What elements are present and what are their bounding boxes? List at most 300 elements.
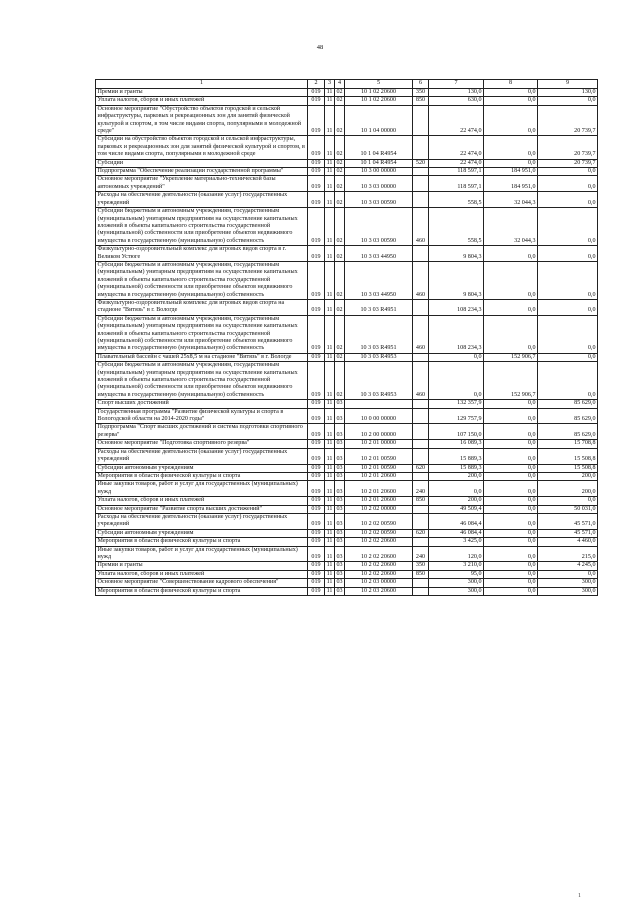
- row-name: Субсидии бюджетным и автономным учреждениям, государственным (муниципальным) унитарным предприятиям на осуществление капитальных вложений в объекты капитального строительства государственной (муниципальной) собственности или приобретение объектов недвижимого имущества в государственную (муниципальную) собственность: [96, 208, 308, 246]
- row-value-col7: 300,0: [429, 579, 484, 587]
- row-target-article: 10 2 03 20600: [345, 587, 413, 595]
- row-grbs: 019: [308, 529, 325, 537]
- row-name: Субсидии бюджетным и автономным учреждениям, государственным (муниципальным) унитарным предприятиям на осуществление капитальных вложений в объекты капитального строительства государственной (муниципальной) собственности или приобретение объектов недвижимого имущества в государственную (муниципальную) собственность: [96, 362, 308, 400]
- row-value-col7: 200,0: [429, 497, 484, 505]
- row-subsection: 03: [336, 400, 343, 407]
- row-grbs: 019: [308, 497, 325, 505]
- row-name: Мероприятия в области физической культуры и спорта: [96, 472, 308, 480]
- row-value-col8: 0,0: [484, 587, 538, 595]
- row-grbs: 019: [308, 408, 325, 424]
- table-row: [96, 353, 598, 361]
- row-target-article: 10 3 03 R4953: [345, 353, 413, 361]
- row-value-col7: 558,5: [429, 208, 484, 246]
- row-name: Плавательный бассейн с чашей 25х8,5 м на стадионе "Витязь" в г. Вологде: [96, 353, 308, 361]
- row-value-col8: 0,0: [484, 261, 538, 299]
- row-grbs: 019: [308, 208, 325, 246]
- row-grbs: 019: [308, 424, 325, 440]
- table-row: [96, 497, 598, 505]
- row-target-article: 10 1 04 00000: [345, 105, 413, 136]
- row-value-col8: 184 951,0: [484, 168, 538, 176]
- row-expense-type: [413, 192, 429, 208]
- row-value-col9: 300,0: [538, 587, 598, 595]
- row-grbs: 019: [308, 505, 325, 513]
- table-row: [96, 424, 598, 440]
- row-subsection: 03: [335, 546, 345, 562]
- row-subsection: 03: [336, 529, 343, 536]
- table-row: [96, 315, 598, 353]
- row-value-col7: 630,0: [429, 97, 484, 105]
- table-row: [96, 538, 598, 546]
- column-header: 3: [325, 80, 335, 89]
- row-grbs: 019: [308, 89, 325, 97]
- row-value-col7: 129 757,9: [429, 408, 484, 424]
- row-value-col9: 50 031,0: [538, 505, 598, 513]
- row-name: Иные закупки товаров, работ и услуг для государственных (муниципальных) нужд: [96, 481, 308, 497]
- row-grbs: 019: [308, 105, 325, 136]
- row-expense-type: [413, 472, 429, 480]
- row-expense-type: [413, 408, 429, 424]
- row-value-col8: 0,0: [484, 424, 538, 440]
- table-row: [96, 97, 598, 105]
- row-target-article: 10 2 02 20600: [345, 538, 413, 546]
- row-value-col7: 22 474,0: [429, 105, 484, 136]
- row-section: 11: [325, 400, 335, 408]
- row-value-col7: 49 509,4: [429, 505, 484, 513]
- row-name: Субсидии автономным учреждениям: [96, 529, 308, 537]
- row-target-article: [345, 400, 413, 408]
- row-target-article: 10 2 02 00590: [345, 513, 413, 529]
- row-section: 11: [325, 464, 335, 472]
- row-expense-type: 350: [413, 562, 429, 570]
- table-row: [96, 448, 598, 464]
- table-row: [96, 546, 598, 562]
- row-target-article: 10 3 03 00000: [345, 176, 413, 192]
- row-value-col9: 85 629,0: [538, 424, 598, 440]
- row-value-col8: 0,0: [484, 529, 538, 537]
- table-row: [96, 408, 598, 424]
- table-row: [96, 464, 598, 472]
- row-section: 11: [325, 424, 335, 440]
- row-expense-type: [413, 538, 429, 546]
- row-value-col9: 0,0: [538, 168, 598, 176]
- row-value-col8: 0,0: [484, 448, 538, 464]
- row-section: 11: [325, 497, 335, 505]
- row-section: 11: [325, 513, 335, 529]
- row-value-col9: 45 571,0: [538, 529, 598, 537]
- column-header: 1: [96, 80, 308, 89]
- row-value-col9: 15 508,8: [538, 448, 598, 464]
- row-expense-type: 850: [413, 497, 429, 505]
- row-section: 11: [325, 529, 335, 537]
- row-value-col7: 558,5: [429, 192, 484, 208]
- row-expense-type: [413, 168, 429, 176]
- row-subsection: 02: [336, 89, 343, 95]
- row-value-col7: 107 150,0: [429, 424, 484, 440]
- table-row: [96, 136, 598, 159]
- row-name: Физкультурно-оздоровительный комплекс для игровых видов спорта в г. Великом Устюге: [96, 246, 308, 262]
- row-value-col7: 118 597,1: [429, 168, 484, 176]
- row-value-col7: 108 234,3: [429, 299, 484, 315]
- row-subsection: 03: [336, 570, 343, 577]
- row-name: Основное мероприятие "Подготовка спортивного резерва": [96, 440, 308, 448]
- row-value-col7: 95,0: [429, 570, 484, 578]
- row-name: Премии и гранты: [96, 89, 308, 97]
- row-value-col8: 0,0: [484, 481, 538, 497]
- row-value-col7: 0,0: [429, 362, 484, 400]
- row-value-col8: 0,0: [484, 89, 538, 97]
- row-grbs: 019: [308, 579, 325, 587]
- row-value-col8: 0,0: [484, 570, 538, 578]
- row-subsection: 02: [335, 192, 345, 208]
- row-section: 11: [325, 208, 335, 246]
- row-target-article: 10 2 02 00000: [345, 505, 413, 513]
- row-value-col8: 0,0: [484, 505, 538, 513]
- table-row: [96, 440, 598, 448]
- row-grbs: 019: [308, 546, 325, 562]
- row-subsection: 03: [336, 587, 343, 594]
- row-section: 11: [325, 299, 335, 315]
- row-target-article: 10 3 03 00590: [345, 192, 413, 208]
- row-value-col9: 0,0: [538, 353, 598, 361]
- row-value-col7: 3 210,0: [429, 562, 484, 570]
- row-value-col7: 3 425,0: [429, 538, 484, 546]
- row-value-col7: 15 889,3: [429, 448, 484, 464]
- row-value-col9: 15 708,8: [538, 440, 598, 448]
- row-expense-type: [413, 353, 429, 361]
- row-value-col7: 120,0: [429, 546, 484, 562]
- row-target-article: 10 2 01 20600: [345, 472, 413, 480]
- row-subsection: 03: [335, 448, 345, 464]
- table-row: [96, 208, 598, 246]
- row-value-col9: 4 245,0: [538, 562, 598, 570]
- table-body: [96, 89, 598, 596]
- row-name: Субсидии: [96, 159, 308, 167]
- row-value-col7: 200,0: [429, 472, 484, 480]
- row-expense-type: [413, 400, 429, 408]
- row-grbs: 019: [308, 400, 325, 408]
- row-expense-type: 240: [413, 481, 429, 497]
- row-expense-type: 850: [413, 570, 429, 578]
- table-row: [96, 299, 598, 315]
- row-value-col9: 130,0: [538, 89, 598, 97]
- table-row: [96, 400, 598, 408]
- row-subsection: 03: [336, 579, 343, 586]
- row-target-article: 10 2 00 00000: [345, 424, 413, 440]
- row-subsection: 03: [336, 505, 343, 512]
- row-value-col9: 20 739,7: [538, 136, 598, 159]
- column-header: 2: [308, 80, 325, 89]
- row-value-col7: 108 234,3: [429, 315, 484, 353]
- row-target-article: 10 1 04 R4954: [345, 159, 413, 167]
- row-name: Основное мероприятие "Совершенствование кадрового обеспечения": [96, 579, 308, 587]
- column-header: 5: [345, 80, 413, 89]
- row-grbs: 019: [308, 192, 325, 208]
- row-section: 11: [325, 176, 335, 192]
- row-value-col9: 200,0: [538, 481, 598, 497]
- row-name: Мероприятия в области физической культуры и спорта: [96, 587, 308, 595]
- row-name: Основное мероприятие "Укрепление материально-технической базы автономных учреждений": [96, 176, 308, 192]
- row-grbs: 019: [308, 299, 325, 315]
- row-section: 11: [325, 587, 335, 595]
- row-value-col8: 0,0: [484, 562, 538, 570]
- row-name: Субсидии автономным учреждениям: [96, 464, 308, 472]
- row-name: Субсидии на обустройство объектов городской и сельской инфраструктуры, парковых и рекреационных зон для занятий физической культурой и спортом, в том числе видами спорта, популярными в молодежной среде: [96, 136, 308, 159]
- row-grbs: 019: [308, 538, 325, 546]
- table-row: [96, 176, 598, 192]
- row-grbs: 019: [308, 562, 325, 570]
- row-expense-type: [413, 587, 429, 595]
- row-expense-type: 460: [413, 315, 429, 353]
- corner-mark: 1: [578, 893, 581, 899]
- row-name: Физкультурно-оздоровительный комплекс для игровых видов спорта на стадионе "Витязь" в г. Вологде: [96, 299, 308, 315]
- row-grbs: 019: [308, 472, 325, 480]
- column-header: 4: [335, 80, 345, 89]
- row-grbs: 019: [308, 176, 325, 192]
- row-name: Основное мероприятие "Обустройство объектов городской и сельской инфраструктуры, парковых и рекреационных зон для занятий физической культурой и спортом, в том числе видами спорта, популярными в молодежной среде": [96, 105, 308, 136]
- row-name: Расходы на обеспечение деятельности (оказание услуг) государственных учреждений: [96, 513, 308, 529]
- row-value-col8: 152 906,7: [484, 353, 538, 361]
- row-expense-type: [413, 136, 429, 159]
- row-section: 11: [325, 261, 335, 299]
- row-subsection: 02: [336, 97, 343, 104]
- row-target-article: 10 3 03 44950: [345, 261, 413, 299]
- row-expense-type: 620: [413, 529, 429, 537]
- row-target-article: 10 2 01 00000: [345, 440, 413, 448]
- row-name: Подпрограмма "Обеспечение реализации государственной программы": [96, 168, 308, 176]
- table-row: [96, 587, 598, 595]
- row-value-col7: 118 597,1: [429, 176, 484, 192]
- row-grbs: 019: [308, 481, 325, 497]
- row-subsection: 02: [335, 136, 345, 159]
- row-value-col7: 0,0: [429, 481, 484, 497]
- row-value-col9: 0,0: [538, 261, 598, 299]
- row-grbs: 019: [308, 168, 325, 176]
- column-header: 7: [429, 80, 484, 89]
- row-value-col9: 0,0: [538, 570, 598, 578]
- row-subsection: 03: [335, 481, 345, 497]
- row-value-col8: 184 951,0: [484, 176, 538, 192]
- row-grbs: 019: [308, 246, 325, 262]
- row-value-col9: 200,0: [538, 472, 598, 480]
- row-section: 11: [325, 440, 335, 448]
- row-value-col9: 20 739,7: [538, 159, 598, 167]
- row-grbs: 019: [308, 464, 325, 472]
- row-section: 11: [325, 192, 335, 208]
- row-target-article: 10 2 02 20600: [345, 562, 413, 570]
- row-name: Иные закупки товаров, работ и услуг для государственных (муниципальных) нужд: [96, 546, 308, 562]
- table-row: [96, 481, 598, 497]
- row-target-article: 10 3 03 R4953: [345, 362, 413, 400]
- row-subsection: 03: [336, 472, 343, 479]
- row-value-col9: 0,0: [538, 315, 598, 353]
- row-subsection: 02: [335, 315, 345, 353]
- row-grbs: 019: [308, 513, 325, 529]
- row-section: 11: [325, 315, 335, 353]
- row-expense-type: 460: [413, 261, 429, 299]
- row-target-article: 10 2 01 20600: [345, 497, 413, 505]
- row-grbs: 019: [308, 261, 325, 299]
- row-subsection: 02: [335, 246, 345, 262]
- row-target-article: 10 2 02 20600: [345, 570, 413, 578]
- row-value-col9: 45 571,0: [538, 513, 598, 529]
- row-subsection: 03: [336, 440, 343, 447]
- row-value-col7: 15 889,3: [429, 464, 484, 472]
- row-value-col8: 0,0: [484, 400, 538, 408]
- row-grbs: 019: [308, 353, 325, 361]
- row-grbs: 019: [308, 440, 325, 448]
- row-value-col8: 0,0: [484, 159, 538, 167]
- row-value-col9: 20 739,7: [538, 105, 598, 136]
- row-grbs: 019: [308, 315, 325, 353]
- row-expense-type: [413, 448, 429, 464]
- row-value-col8: 0,0: [484, 299, 538, 315]
- row-target-article: 10 0 00 00000: [345, 408, 413, 424]
- table-row: [96, 192, 598, 208]
- row-subsection: 02: [335, 261, 345, 299]
- row-subsection: 03: [335, 513, 345, 529]
- page-number: 48: [316, 44, 324, 51]
- row-name: Спорт высших достижений: [96, 400, 308, 408]
- row-target-article: 10 1 04 R4954: [345, 136, 413, 159]
- row-value-col8: 0,0: [484, 538, 538, 546]
- row-subsection: 02: [335, 299, 345, 315]
- row-expense-type: 350: [413, 89, 429, 97]
- table-row: [96, 261, 598, 299]
- row-grbs: 019: [308, 97, 325, 105]
- row-value-col7: 46 084,4: [429, 513, 484, 529]
- row-value-col9: 0,0: [538, 246, 598, 262]
- row-value-col7: 16 089,3: [429, 440, 484, 448]
- table-row: [96, 246, 598, 262]
- row-name: Уплата налогов, сборов и иных платежей: [96, 497, 308, 505]
- row-value-col7: 9 804,3: [429, 246, 484, 262]
- table-row: [96, 570, 598, 578]
- row-section: 11: [325, 448, 335, 464]
- row-grbs: 019: [308, 587, 325, 595]
- row-expense-type: [413, 505, 429, 513]
- row-target-article: 10 3 03 R4951: [345, 299, 413, 315]
- row-expense-type: [413, 513, 429, 529]
- row-expense-type: [413, 246, 429, 262]
- row-section: 11: [325, 97, 335, 105]
- row-subsection: 03: [335, 408, 345, 424]
- row-value-col8: 32 044,3: [484, 192, 538, 208]
- row-section: 11: [325, 89, 335, 97]
- row-subsection: 03: [336, 562, 343, 569]
- row-section: 11: [325, 105, 335, 136]
- row-value-col8: 0,0: [484, 513, 538, 529]
- row-name: Субсидии бюджетным и автономным учреждениям, государственным (муниципальным) унитарным предприятиям на осуществление капитальных вложений в объекты капитального строительства государственной (муниципальной) собственности или приобретение объектов недвижимого имущества в государственную (муниципальную) собственность: [96, 261, 308, 299]
- row-value-col9: 0,0: [538, 176, 598, 192]
- table-row: [96, 529, 598, 537]
- row-value-col7: 9 804,3: [429, 261, 484, 299]
- row-name: Расходы на обеспечение деятельности (оказание услуг) государственных учреждений: [96, 448, 308, 464]
- row-target-article: 10 2 02 20600: [345, 546, 413, 562]
- row-subsection: 02: [335, 105, 345, 136]
- row-subsection: 03: [336, 497, 343, 504]
- row-value-col9: 0,0: [538, 192, 598, 208]
- row-target-article: 10 2 01 20600: [345, 481, 413, 497]
- row-name: Субсидии бюджетным и автономным учреждениям, государственным (муниципальным) унитарным предприятиям на осуществление капитальных вложений в объекты капитального строительства государственной (муниципальной) собственности или приобретение объектов недвижимого имущества в государственную (муниципальную) собственность: [96, 315, 308, 353]
- row-value-col7: 22 474,0: [429, 159, 484, 167]
- row-target-article: 10 3 03 R4951: [345, 315, 413, 353]
- row-target-article: 10 3 03 00590: [345, 208, 413, 246]
- table-header-row: [96, 80, 598, 89]
- row-grbs: 019: [308, 448, 325, 464]
- column-header: 9: [538, 80, 598, 89]
- row-section: 11: [325, 562, 335, 570]
- row-expense-type: [413, 440, 429, 448]
- table-row: [96, 505, 598, 513]
- row-target-article: 10 2 01 00590: [345, 464, 413, 472]
- row-expense-type: [413, 424, 429, 440]
- row-name: Подпрограмма "Спорт высших достижений и система подготовки спортивного резерва": [96, 424, 308, 440]
- table-row: [96, 89, 598, 97]
- row-value-col9: 0,0: [538, 299, 598, 315]
- row-value-col7: 22 474,0: [429, 136, 484, 159]
- row-section: 11: [325, 362, 335, 400]
- row-value-col8: 0,0: [484, 579, 538, 587]
- row-section: 11: [325, 570, 335, 578]
- row-value-col8: 0,0: [484, 136, 538, 159]
- row-subsection: 02: [335, 362, 345, 400]
- row-expense-type: [413, 176, 429, 192]
- table-row: [96, 579, 598, 587]
- table-row: [96, 513, 598, 529]
- row-expense-type: 850: [413, 97, 429, 105]
- row-expense-type: 620: [413, 464, 429, 472]
- row-value-col8: 0,0: [484, 315, 538, 353]
- row-value-col9: 0,0: [538, 208, 598, 246]
- table-row: [96, 562, 598, 570]
- row-value-col9: 85 629,0: [538, 400, 598, 408]
- row-value-col8: 0,0: [484, 440, 538, 448]
- table-row: [96, 168, 598, 176]
- row-section: 11: [325, 481, 335, 497]
- row-value-col9: 300,0: [538, 579, 598, 587]
- row-subsection: 02: [336, 168, 343, 175]
- row-value-col7: 130,0: [429, 89, 484, 97]
- row-target-article: 10 2 02 00590: [345, 529, 413, 537]
- row-name: Уплата налогов, сборов и иных платежей: [96, 97, 308, 105]
- row-subsection: 03: [336, 538, 343, 545]
- row-name: Мероприятия в области физической культуры и спорта: [96, 538, 308, 546]
- row-value-col9: 15 508,8: [538, 464, 598, 472]
- row-section: 11: [325, 168, 335, 176]
- row-value-col8: 152 906,7: [484, 362, 538, 400]
- row-target-article: 10 1 02 20600: [345, 89, 413, 97]
- row-subsection: 02: [336, 159, 343, 166]
- row-section: 11: [325, 159, 335, 167]
- row-value-col8: 0,0: [484, 408, 538, 424]
- row-section: 11: [325, 579, 335, 587]
- row-target-article: 10 3 00 00000: [345, 168, 413, 176]
- column-header: 8: [484, 80, 538, 89]
- row-value-col7: 0,0: [429, 353, 484, 361]
- row-value-col7: 46 084,4: [429, 529, 484, 537]
- row-name: Государственная программа "Развитие физической культуры и спорта в Вологодской области на 2014-2020 годы": [96, 408, 308, 424]
- row-section: 11: [325, 136, 335, 159]
- row-expense-type: 460: [413, 208, 429, 246]
- row-target-article: 10 2 03 00000: [345, 579, 413, 587]
- row-subsection: 02: [336, 353, 343, 360]
- row-target-article: 10 3 03 44950: [345, 246, 413, 262]
- row-value-col8: 0,0: [484, 97, 538, 105]
- row-target-article: 10 2 01 00590: [345, 448, 413, 464]
- row-section: 11: [325, 472, 335, 480]
- row-name: Основное мероприятие "Развитие спорта высших достижений": [96, 505, 308, 513]
- table-row: [96, 362, 598, 400]
